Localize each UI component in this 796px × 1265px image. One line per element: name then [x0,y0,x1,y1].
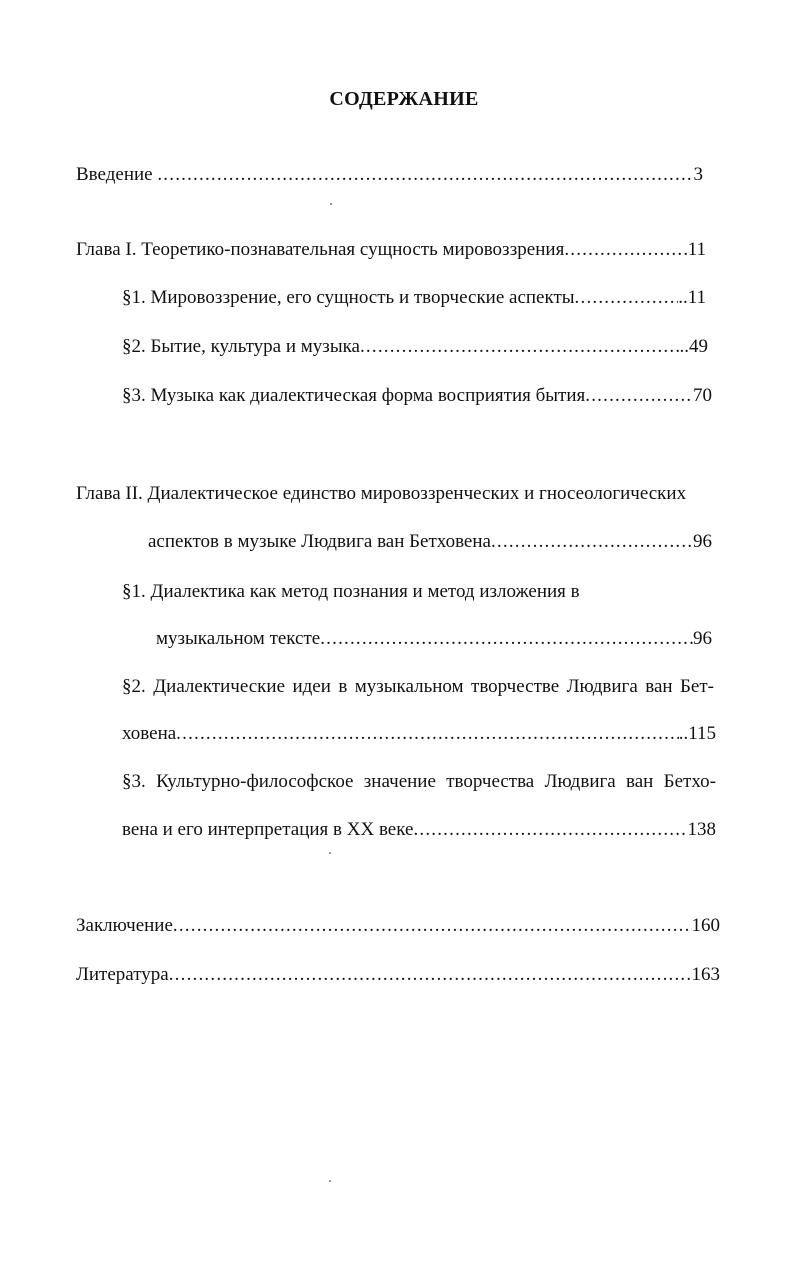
toc-page-number: 96 [693,531,712,552]
toc-label: Литература [76,964,169,985]
toc-page-number: ..115 [678,723,716,744]
toc-leader [173,912,692,940]
scan-speck [329,852,331,854]
toc-label: аспектов в музыке Людвига ван Бетховена [148,531,491,552]
toc-label: музыкальном тексте [156,628,321,649]
toc-label: ховена [122,723,177,744]
toc-word: музыкальном [354,676,464,697]
toc-label: §2. Бытие, культура и музыка [122,336,360,357]
toc-page-number: 138 [687,819,716,840]
toc-leader [575,284,679,312]
toc-entry-literature [76,961,720,989]
toc-page-number: 70 [693,385,712,406]
toc-entry-chapter-2-line1: Глава II. Диалектическое единство мировоззренческих и гносеологических [76,483,687,504]
toc-word: Людвига [566,676,638,697]
toc-word: Бет- [679,676,714,697]
toc-word: значение [363,771,436,792]
toc-leader [157,161,693,189]
page-title: СОДЕРЖАНИЕ [329,88,479,110]
toc-entry-intro [76,161,703,189]
toc-word: идеи [292,676,331,697]
toc-entry-ch2-section-2-line1 [122,673,714,701]
toc-word: §3. [122,771,146,792]
toc-leader [360,333,680,361]
toc-entry-chapter-2 [148,528,712,556]
toc-entry-ch2-section-3-line1 [122,768,716,796]
toc-leader [176,720,679,748]
scan-speck [329,1180,331,1182]
toc-page-number: 96 [693,628,712,649]
toc-entry-ch2-section-1-line1: §1. Диалектика как метод познания и метод изложения в [122,581,580,602]
toc-entry-ch1-section-2 [122,333,708,361]
toc-leader [564,236,687,264]
toc-entry-chapter-1 [76,236,706,264]
toc-label: §3. Музыка как диалектическая форма восприятия бытия [122,385,586,406]
toc-word: Культурно-философское [156,771,354,792]
toc-label: Заключение [76,915,173,936]
toc-word: творчества [446,771,535,792]
toc-entry-ch1-section-3 [122,382,712,410]
toc-word: Бетхо- [663,771,716,792]
toc-entry-ch2-section-3 [122,816,716,844]
scan-speck [330,203,332,205]
toc-leader [169,961,692,989]
toc-page-number: ..11 [678,287,706,308]
toc-page-number: ..49 [679,336,708,357]
toc-label: вена и его интерпретация в XX веке [122,819,414,840]
toc-word: Людвига [544,771,616,792]
toc-word: ван [645,676,673,697]
toc-word: Диалектические [153,676,286,697]
toc-word: в [338,676,348,697]
toc-entry-ch1-section-1 [122,284,706,312]
toc-label: §1. Мировоззрение, его сущность и творческие аспекты [122,287,575,308]
toc-label: Введение [76,164,158,185]
toc-word: творчестве [471,676,560,697]
toc-word: ван [626,771,654,792]
toc-leader [491,528,693,556]
toc-entry-ch2-section-2 [122,720,716,748]
toc-page-number: 3 [693,164,703,185]
toc-word: §2. [122,676,146,697]
toc-page-number: 160 [691,915,720,936]
toc-page-number: 11 [687,239,706,260]
toc-entry-conclusion [76,912,720,940]
toc-leader [585,382,693,410]
toc-leader [320,625,693,653]
toc-entry-ch2-section-1 [156,625,712,653]
toc-page-number: 163 [691,964,720,985]
toc-label: Глава I. Теоретико-познавательная сущность мировоззрения [76,239,565,260]
toc-leader [413,816,687,844]
